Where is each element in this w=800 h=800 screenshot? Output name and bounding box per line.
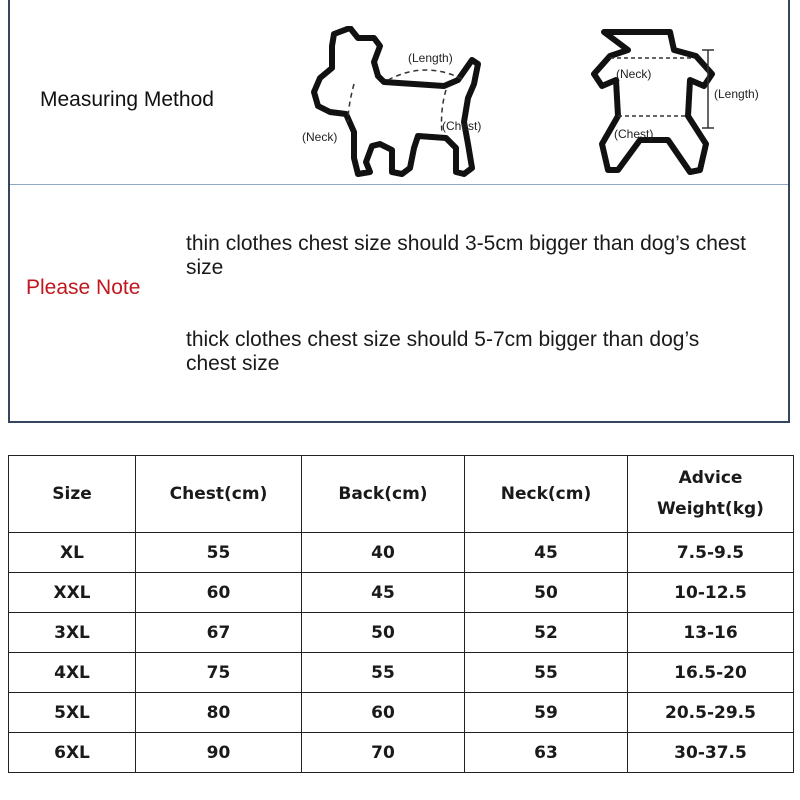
cell-chest: 80 xyxy=(136,693,302,733)
cell-size: 5XL xyxy=(9,693,136,733)
garment-chest-label: (Chest) xyxy=(614,127,654,141)
please-note-label: Please Note xyxy=(26,276,141,299)
cell-neck: 50 xyxy=(465,573,628,613)
table-row xyxy=(9,693,794,733)
table-header-row xyxy=(9,456,794,533)
cell-chest: 67 xyxy=(136,613,302,653)
cell-size: 3XL xyxy=(9,613,136,653)
length-measure-line xyxy=(388,70,464,80)
cell-back: 45 xyxy=(302,573,465,613)
cell-chest: 55 xyxy=(136,533,302,573)
garment-silhouette xyxy=(594,32,712,172)
cell-size: XL xyxy=(9,533,136,573)
garment-measure-illustration xyxy=(566,28,776,178)
cell-size: 4XL xyxy=(9,653,136,693)
cell-chest: 75 xyxy=(136,653,302,693)
header-neck: Neck(cm) xyxy=(465,456,628,533)
cell-neck: 55 xyxy=(465,653,628,693)
dog-neck-label: (Neck) xyxy=(302,130,338,144)
header-back: Back(cm) xyxy=(302,456,465,533)
thick-clothes-note: thick clothes chest size should 5-7cm bigger than dog’s chest size xyxy=(186,328,700,375)
cell-neck: 59 xyxy=(465,693,628,733)
section-divider xyxy=(10,184,788,185)
header-advice-weight: Advice Weight(kg) xyxy=(628,456,794,533)
measuring-method-title: Measuring Method xyxy=(40,88,214,111)
cell-back: 40 xyxy=(302,533,465,573)
table-row xyxy=(9,533,794,573)
cell-neck: 63 xyxy=(465,733,628,773)
cell-neck: 52 xyxy=(465,613,628,653)
garment-neck-label: (Neck) xyxy=(616,67,652,81)
cell-size: 6XL xyxy=(9,733,136,773)
header-size: Size xyxy=(9,456,136,533)
table-row xyxy=(9,613,794,653)
cell-weight: 10-12.5 xyxy=(628,573,794,613)
cell-back: 55 xyxy=(302,653,465,693)
cell-chest: 60 xyxy=(136,573,302,613)
cell-neck: 45 xyxy=(465,533,628,573)
cell-back: 70 xyxy=(302,733,465,773)
table-row xyxy=(9,733,794,773)
cell-weight: 20.5-29.5 xyxy=(628,693,794,733)
dog-length-label: (Length) xyxy=(408,51,453,65)
cell-back: 50 xyxy=(302,613,465,653)
garment-length-label: (Length) xyxy=(714,87,759,101)
cell-size: XXL xyxy=(9,573,136,613)
cell-weight: 13-16 xyxy=(628,613,794,653)
table-row xyxy=(9,653,794,693)
cell-weight: 30-37.5 xyxy=(628,733,794,773)
cell-back: 60 xyxy=(302,693,465,733)
header-chest: Chest(cm) xyxy=(136,456,302,533)
cell-chest: 90 xyxy=(136,733,302,773)
table-row xyxy=(9,573,794,613)
thin-clothes-note: thin clothes chest size should 3-5cm bigger than dog’s chest size xyxy=(186,232,746,279)
dog-silhouette xyxy=(314,28,478,174)
dog-chest-label: (Chest) xyxy=(442,119,482,133)
size-chart-table xyxy=(8,455,794,773)
cell-weight: 16.5-20 xyxy=(628,653,794,693)
cell-weight: 7.5-9.5 xyxy=(628,533,794,573)
dog-measure-illustration xyxy=(296,26,508,184)
